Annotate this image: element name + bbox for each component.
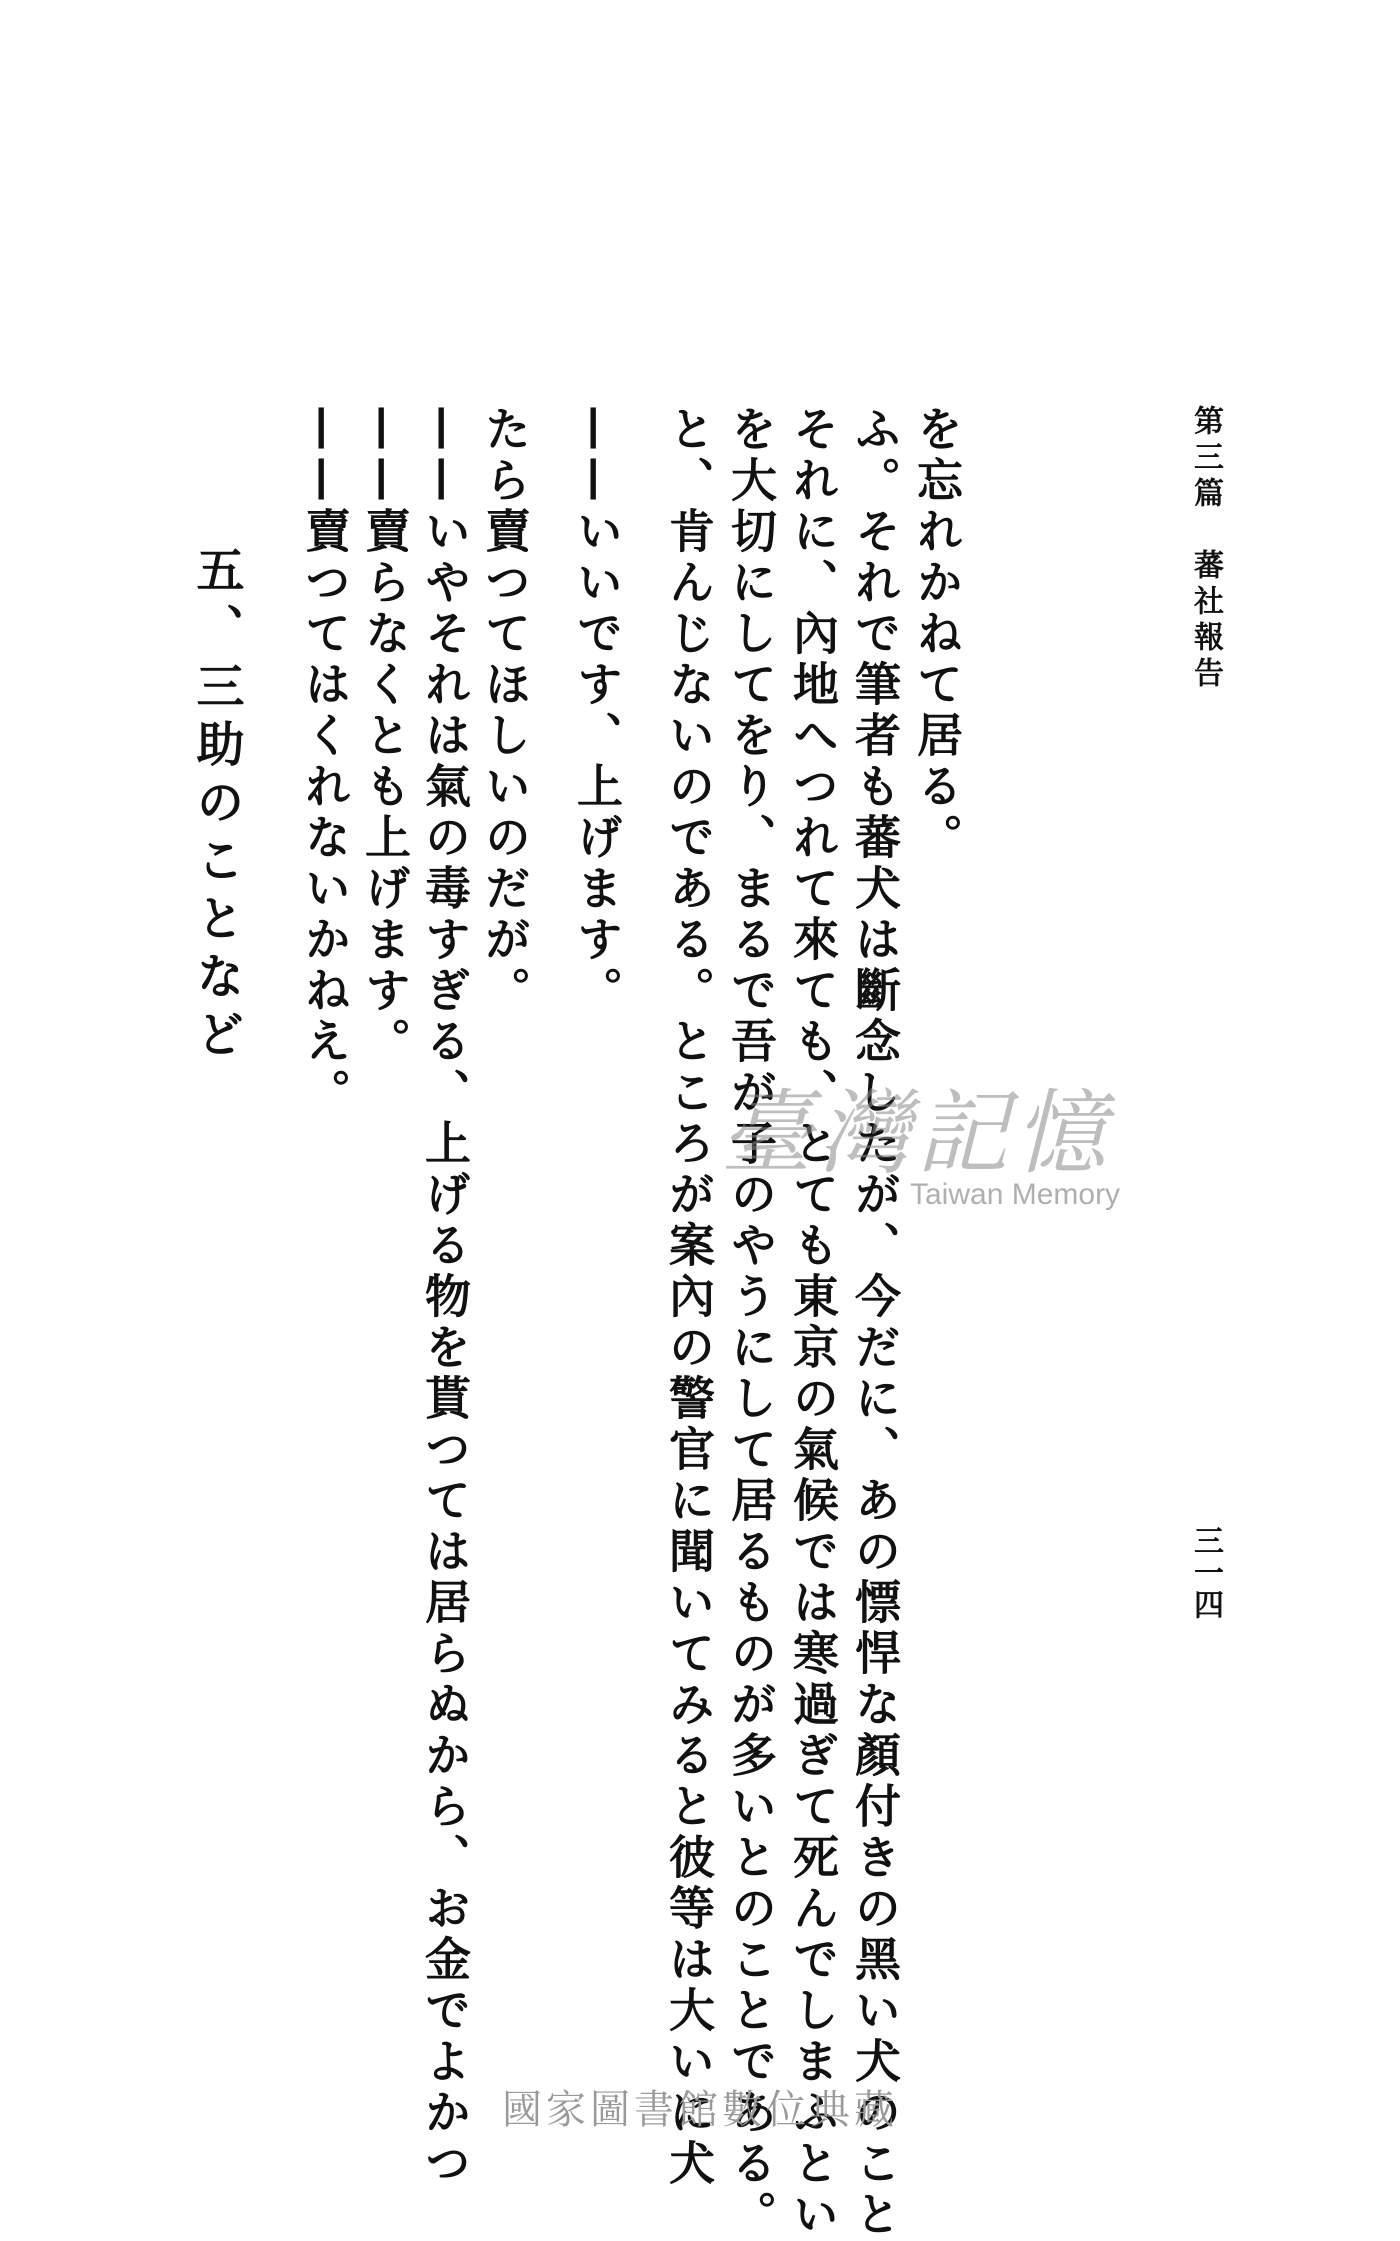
watermark-en: Taiwan Memory xyxy=(910,1178,1121,1211)
library-footer: 國家圖書館數位典藏 xyxy=(502,2087,898,2133)
body-line-2: ——賣らなくとも上げます。 xyxy=(358,405,412,1068)
body-line-3: ——いやそれは氣の毒すぎる、上げる物を貰つては居らぬから、お金でよかつ xyxy=(418,405,472,2190)
body-line-4: たら賣つてほしいのだが。 xyxy=(478,405,532,1017)
page-number: 三一四 xyxy=(1188,1525,1223,1621)
section-heading: 五、三助のことなど xyxy=(188,545,244,1067)
body-line-5: ——いいです、上げます。 xyxy=(570,405,624,1017)
body-line-6: と、肯んじないのである。ところが案內の警官に聞いてみると彼等は大いに犬 xyxy=(662,405,716,2190)
body-line-1: ——賣つてはくれないかねえ。 xyxy=(298,405,352,1119)
body-line-7: を大切にしてをり、まるで吾が子のやうにして居るものが多いとのことである。 xyxy=(724,405,778,2241)
running-header-section: 第三篇 蕃社報告 xyxy=(1188,405,1223,693)
body-line-10: を忘れかねて居る。 xyxy=(910,405,964,864)
watermark xyxy=(720,1060,1140,1230)
watermark-cjk: 臺灣記憶 xyxy=(720,1080,1113,1187)
body-line-9: ふ。それで筆者も蕃犬は斷念したが、今だに、あの慓悍な顏付きの黑い犬のこと xyxy=(848,405,902,2241)
body-line-8: それに、內地へつれて來ても、とても東京の氣候では寒過ぎて死んでしまふとい xyxy=(786,405,840,2241)
